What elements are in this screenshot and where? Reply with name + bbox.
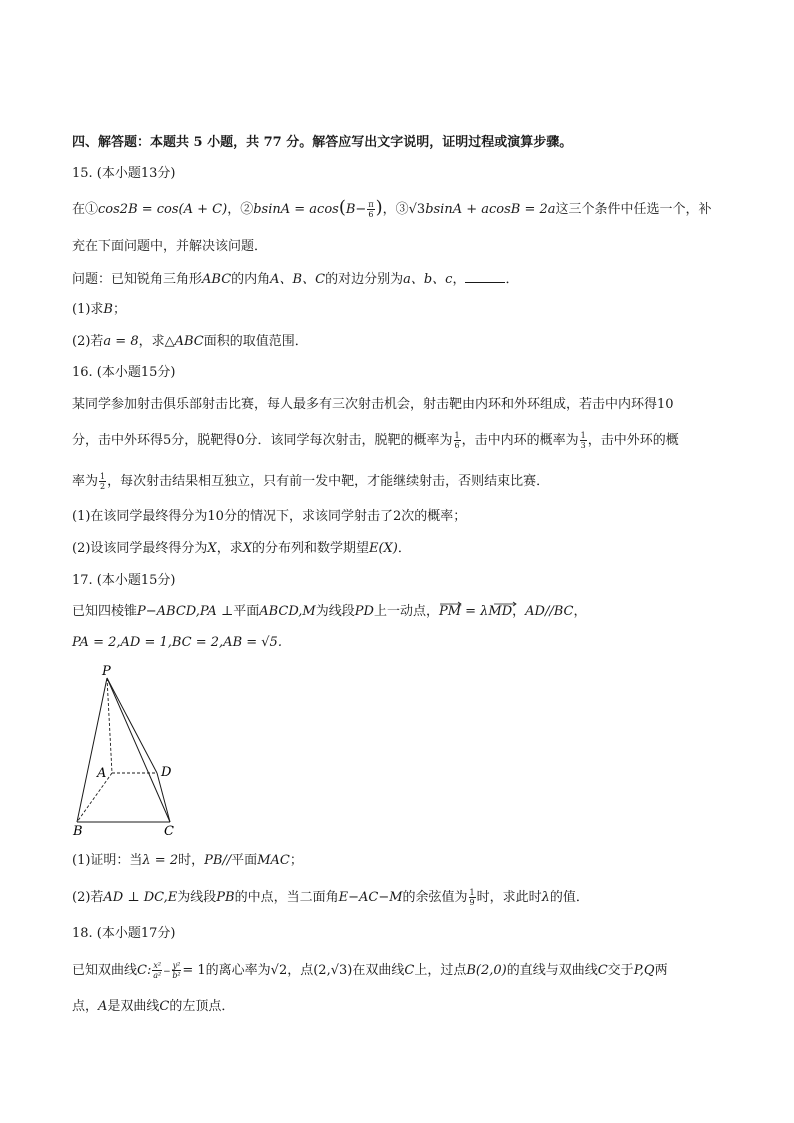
q15-line3: 问题：已知锐角三角形ABC的内角A、B、C的对边分别为a、b、c， ． (72, 272, 519, 287)
fraction: $\frac{1}{9}$ (469, 888, 475, 907)
section-title: 四、解答题：本题共 5 小题，共 77 分。解答应写出文字说明，证明过程或演算步骤。 (72, 135, 573, 150)
q15-text: ，③ (382, 202, 409, 217)
fraction: $\frac{1}{3}$ (580, 431, 586, 450)
q16-sub1: (1)在该同学最终得分为10分的情况下，求该同学射击了2次的概率； (72, 509, 467, 524)
q15-sub2: (2)若a = 8，求△ABC面积的取值范围． (72, 334, 308, 349)
q15-pi-over-6: $\frac{\pi}{6}$ (368, 200, 374, 219)
q18-number: 18. (本小题17分) (72, 926, 176, 941)
q15-sub1: (1)求B； (72, 302, 126, 317)
vertex-label-b: B (73, 824, 83, 838)
q17-line2: PA = 2,AD = 1,BC = 2,AB = √5. (72, 635, 282, 650)
q15-cond3: bsinA + acosB = 2a (425, 202, 556, 217)
q17-number: 17. (本小题15分) (72, 573, 176, 588)
q16-number: 16. (本小题15分) (72, 365, 176, 380)
fraction: $\frac{\text{x²}}{\text{a²}}$ (153, 961, 162, 980)
vector-equation: PM = λMD (439, 604, 512, 619)
q15-number: 15. (本小题13分) (72, 166, 176, 181)
q18-line1: 已知双曲线C: $\frac{\text{x²}}{\text{a²}}$ − $\frac{\text{y²}}{\text{b²}}$ = 1的离心率为√2，点(2,√3)在双曲线C上，过点B(2,0)的直线与双曲线C交于P,Q两 (72, 961, 668, 980)
q18-line2: 点，A是双曲线C的左顶点． (72, 999, 235, 1014)
q15-line2: 充在下面问题中，并解决该问题． (72, 239, 268, 254)
fraction: $\frac{1}{6}$ (454, 431, 460, 450)
vertex-label-c: C (164, 824, 174, 838)
vector-arrows (439, 601, 519, 607)
q15-line1 (72, 199, 722, 219)
pyramid-figure (60, 662, 190, 838)
answer-blank (465, 270, 505, 283)
q15-paren: ( (338, 197, 346, 218)
q15-text: ，② (227, 202, 254, 217)
q15-cond2b: B− (345, 202, 367, 217)
q15-cond1: cos2B = cos(A + C) (98, 202, 228, 217)
q17-sub1: (1)证明：当λ = 2时，PB//平面MAC； (72, 853, 303, 868)
q16-line1: 某同学参加射击俱乐部射击比赛，每人最多有三次射击机会，射击靶由内环和外环组成，若击中内环得10 (72, 397, 674, 412)
pyramid-diagram (60, 662, 190, 838)
q16-sub2: (2)设该同学最终得分为X，求X的分布列和数学期望E(X)． (72, 541, 411, 556)
vertex-label-p: P (102, 664, 111, 679)
q15-sqrt3: √3 (408, 202, 426, 217)
fraction: $\frac{1}{2}$ (100, 472, 106, 491)
q15-text: 这三个条件中任选一个，补 (555, 202, 712, 217)
q16-line2: 分，击中外环得5分，脱靶得0分．该同学每次射击，脱靶的概率为 $\frac{1}{6}$ ，击中内环的概率为 $\frac{1}{3}$ ，击中外环的概 (72, 431, 679, 450)
q16-line3: 率为 $\frac{1}{2}$ ，每次射击结果相互独立，只有前一发中靶，才能继续射击，否则结束比赛． (72, 472, 550, 491)
q15-cond2: bsinA = acos (253, 202, 339, 217)
q15-paren: ) (375, 197, 383, 218)
vertex-label-a: A (97, 766, 107, 781)
q17-sub2: (2)若AD ⊥ DC,E为线段PB的中点，当二面角E−AC−M的余弦值为 $\frac{1}{9}$ 时，求此时λ的值． (72, 888, 589, 907)
q17-line1: 已知四棱锥P−ABCD,PA ⊥平面ABCD,M为线段PD上一动点，PM = λMD ，AD//BC， (72, 603, 722, 621)
q15-text: 在① (72, 202, 99, 217)
fraction: $\frac{\text{y²}}{\text{b²}}$ (172, 961, 181, 980)
vertex-label-d: D (161, 765, 172, 780)
